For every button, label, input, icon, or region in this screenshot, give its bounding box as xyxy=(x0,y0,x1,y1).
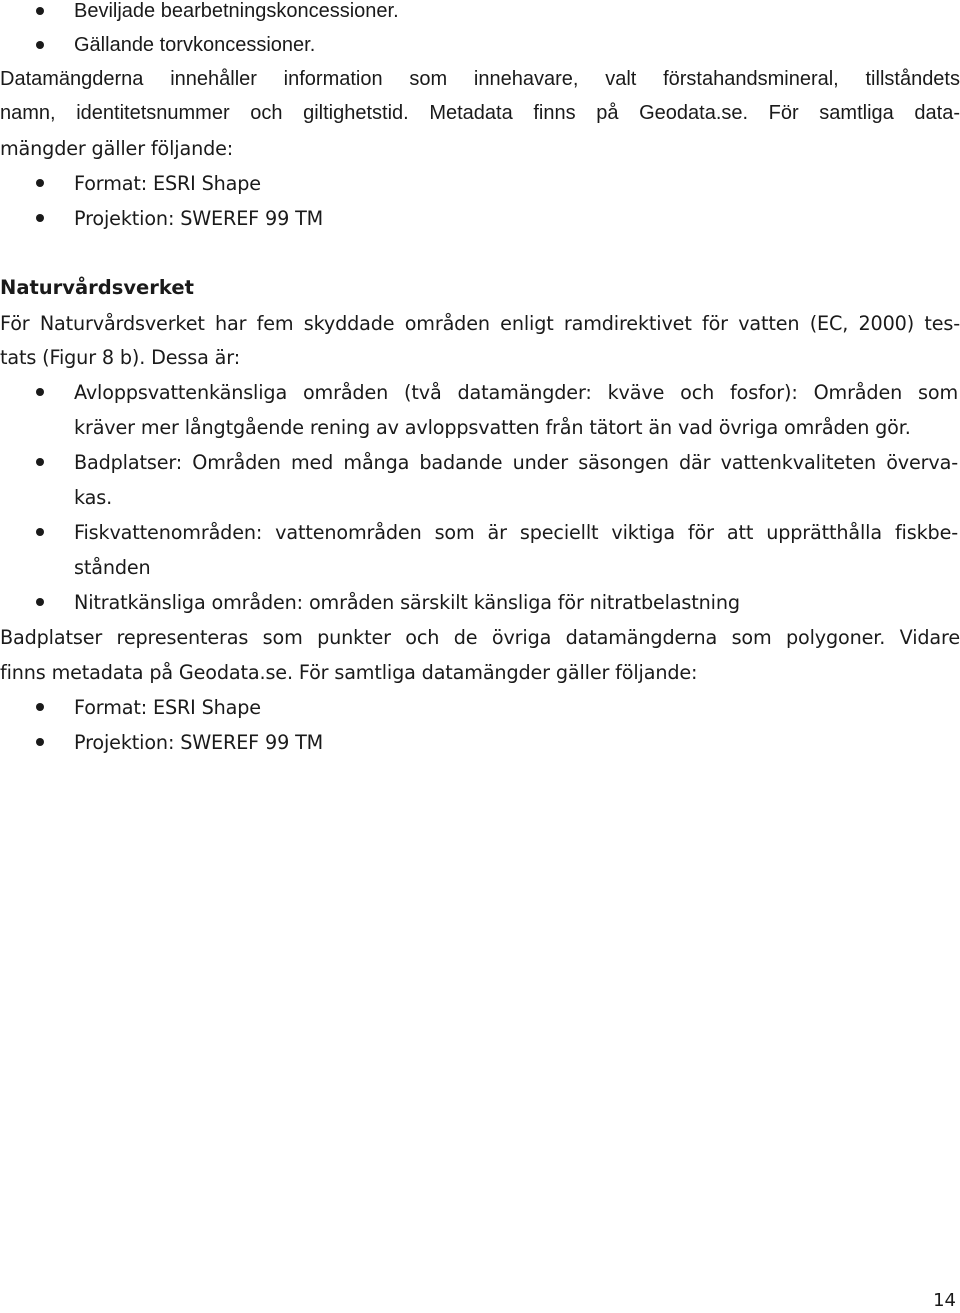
list-item xyxy=(0,166,960,201)
page-number: 14 xyxy=(933,1290,956,1311)
list-item-text: Nitratkänsliga områden: områden särskilt känsliga för nitratbelastning xyxy=(74,591,740,614)
list-item-text: Fiskvattenområden: vattenområden som är speciellt viktiga för att upprätthålla fiskbe- xyxy=(74,521,958,544)
list-item-text: Format: ESRI Shape xyxy=(74,696,261,719)
list-item-continuation: stånden xyxy=(74,556,151,579)
paragraph-line: finns metadata på Geodata.se. För samtliga datamängder gäller följande: xyxy=(0,661,698,684)
bullet-icon xyxy=(36,214,44,222)
list-item-continuation: kas. xyxy=(74,486,113,509)
list-item xyxy=(0,690,960,725)
paragraph-line: För Naturvårdsverket har fem skyddade områden enligt ramdirektivet för vatten (EC, 2000) tes- xyxy=(0,312,960,335)
list-item xyxy=(0,28,960,63)
bullet-icon xyxy=(36,528,44,536)
paragraph-line: Badplatser representeras som punkter och de övriga datamängderna som polygoner. Vidare xyxy=(0,626,960,649)
section-heading: Naturvårdsverket xyxy=(0,276,194,299)
list-item xyxy=(0,445,960,480)
list-item xyxy=(0,375,960,410)
list-item xyxy=(0,725,960,760)
list-item xyxy=(0,201,960,236)
list-item-text: Beviljade bearbetningskoncessioner. xyxy=(74,0,399,22)
paragraph-line: namn, identitetsnummer och giltighetstid. Metadata finns på Geodata.se. För samtliga data- xyxy=(0,102,960,124)
list-item xyxy=(0,585,960,620)
list-item-text: Avloppsvattenkänsliga områden (två datamängder: kväve och fosfor): Områden som xyxy=(74,381,958,404)
paragraph-line: Datamängderna innehåller information som innehavare, valt förstahandsmineral, tillståndets xyxy=(0,68,960,90)
list-item-text: Format: ESRI Shape xyxy=(74,172,261,195)
bullet-icon xyxy=(36,458,44,466)
bullet-icon xyxy=(36,598,44,606)
paragraph-line: mängder gäller följande: xyxy=(0,137,234,160)
bullet-icon xyxy=(36,7,44,15)
bullet-icon xyxy=(36,41,44,49)
list-item-text: Projektion: SWEREF 99 TM xyxy=(74,207,324,230)
paragraph-line: tats (Figur 8 b). Dessa är: xyxy=(0,346,241,369)
bullet-icon xyxy=(36,738,44,746)
list-item xyxy=(0,515,960,550)
list-item-continuation: kräver mer långtgående rening av avloppsvatten från tätort än vad övriga områden gör. xyxy=(74,416,911,439)
list-item-text: Projektion: SWEREF 99 TM xyxy=(74,731,324,754)
list-item-text: Gällande torvkoncessioner. xyxy=(74,34,316,56)
list-item xyxy=(0,0,960,29)
bullet-icon xyxy=(36,388,44,396)
bullet-icon xyxy=(36,703,44,711)
bullet-icon xyxy=(36,179,44,187)
list-item-text: Badplatser: Områden med många badande under säsongen där vattenkvaliteten överva- xyxy=(74,451,958,474)
